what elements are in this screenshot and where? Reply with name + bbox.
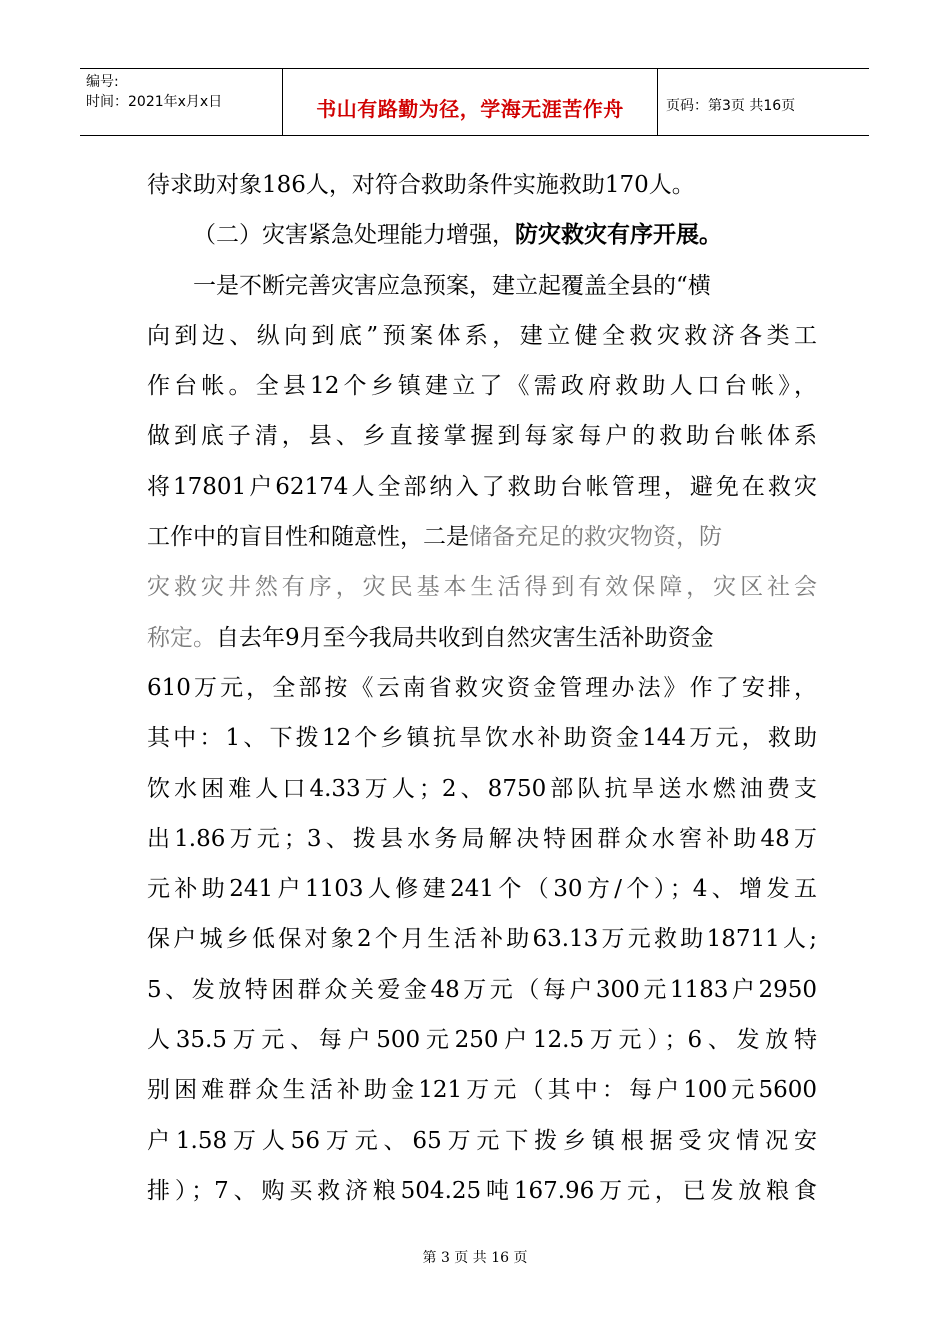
paragraph-line: 保户城乡低保对象2个月生活补助63.13万元救助18711人; [147, 926, 817, 953]
paragraph-line: 一是不断完善灾害应急预案，建立起覆盖全县的“横 [193, 272, 711, 299]
paragraph-line: 将17801户62174人全部纳入了救助台帐管理，避免在救灾 [147, 473, 817, 500]
header-page-info: 页码：第3页 共16页 [666, 98, 796, 114]
document-time-label: 时间：2021年x月x日 [86, 94, 223, 110]
paragraph-line: 饮水困难人口4.33万人；2、8750部队抗旱送水燃油费支 [147, 775, 817, 802]
line-segment: 工作中的盲目性和随意性，二是 [147, 524, 469, 551]
header-motto-cell [283, 69, 658, 135]
paragraph-line: 向到边、纵向到底”预案体系，建立健全救灾救济各类工 [147, 322, 817, 349]
paragraph-line: 元补助241户1103人修建241个（30方/个）；4、增发五 [147, 876, 817, 903]
paragraph-line: 作台帐。全县12个乡镇建立了《需政府救助人口台帐》， [147, 373, 817, 400]
document-number-label: 编号: [86, 74, 119, 90]
page-header [80, 68, 869, 136]
paragraph-line: 做到底子清，县、乡直接掌握到每家每户的救助台帐体系 [147, 423, 817, 450]
section-heading [147, 210, 817, 260]
header-motto: 书山有路勤为径，学海无涯苦作舟 [316, 97, 624, 121]
header-meta-cell [80, 69, 283, 135]
line-segment: 自去年9月至今我局共收到自然灾害生活补助资金 [216, 624, 714, 651]
paragraph-line: 5、发放特困群众关爱金48万元（每户300元1183户2950 [147, 976, 817, 1003]
paragraph-line: 别困难群众生活补助金121万元（其中：每户100元5600 [147, 1077, 817, 1104]
paragraph-line [147, 512, 817, 562]
paragraph-line: 出1.86万元；3、拨县水务局解决特困群众水窖补助48万 [147, 825, 817, 852]
gray-line-segment: 储备充足的救灾物资，防 [469, 524, 722, 551]
paragraph-line: 排）；7、购买救济粮504.25吨167.96万元，已发放粮食 [147, 1177, 817, 1204]
paragraph-line: 610万元，全部按《云南省救灾资金管理办法》作了安排， [147, 674, 817, 701]
paragraph-line: 待求助对象186人，对符合救助条件实施救助170人。 [147, 172, 695, 198]
gray-line-segment: 称定。 [147, 624, 216, 651]
header-page-cell [658, 69, 869, 135]
gray-paragraph-line: 灾救灾井然有序，灾民基本生活得到有效保障，灾区社会 [147, 574, 817, 601]
paragraph-line: 其中：1、下拨12个乡镇抗旱饮水补助资金144万元，救助 [147, 725, 817, 752]
paragraph-line: 户1.58万人56万元、65万元下拨乡镇根据受灾情况安 [147, 1127, 817, 1154]
paragraph-line: 人35.5万元、每户500元250户12.5万元）；6、发放特 [147, 1027, 817, 1054]
section-heading-part1: （二）灾害紧急处理能力增强， [193, 222, 515, 249]
paragraph-line [147, 613, 817, 663]
section-heading-part2: 防灾救灾有序开展。 [515, 221, 722, 249]
document-body [147, 160, 817, 1216]
page-footer: 第 3 页 共 16 页 [422, 1250, 528, 1266]
